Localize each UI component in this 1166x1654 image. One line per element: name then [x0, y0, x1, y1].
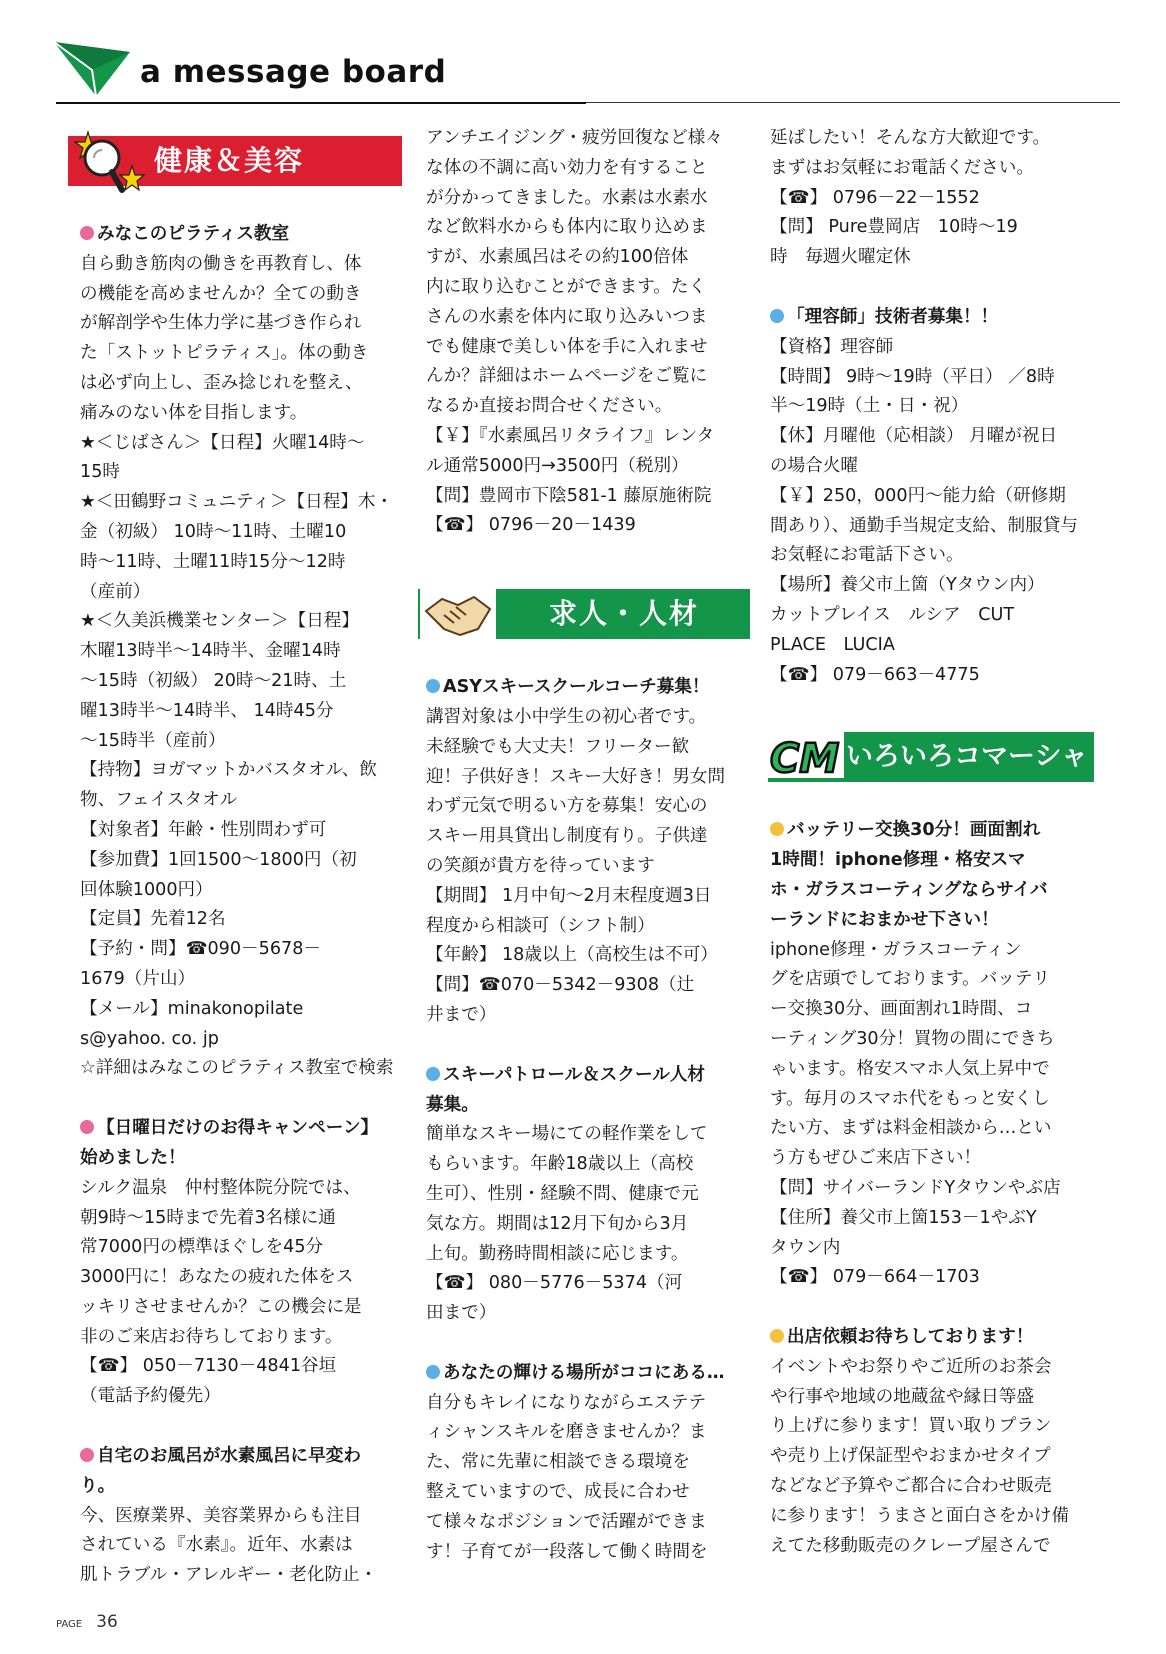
list-item [770, 1323, 1085, 1561]
text-line: 曜13時半～14時半、 14時45分 [80, 700, 334, 721]
text-line: 【場所】養父市上箇（Yタウン内） [770, 575, 1045, 596]
item-title: ASYスキースクールコーチ募集！ [426, 673, 741, 703]
text-line: 延ばしたい！そんな方大歓迎です。 [770, 128, 1051, 148]
list-item [770, 124, 1085, 273]
page-header [52, 40, 1112, 106]
bullet-dot [426, 1067, 440, 1081]
text-line: んか？詳細はホームページをご覧に [426, 366, 708, 387]
text-line: 1679（片山） [80, 968, 196, 989]
text-line: まずはお気軽にお電話ください。 [770, 157, 1034, 178]
bullet-dot [80, 226, 94, 240]
text-line: 【資格】理容師 [770, 336, 894, 357]
text-line: た、常に先輩に相談できる環境を [426, 1452, 690, 1473]
list-item [426, 673, 741, 1031]
text-line: シルク温泉 仲村整体院分院では、 [80, 1177, 361, 1198]
header-title: a message board [140, 54, 447, 90]
text-line: は必ず向上し、歪み捻じれを整え、 [80, 372, 363, 393]
text-line: 生可）、性別・経験不問、健康で元 [426, 1183, 699, 1204]
text-line: 肌トラブル・アレルギー・老化防止・ [80, 1565, 378, 1586]
text-line: 【☎】 050－7130－4841谷垣 [80, 1356, 337, 1377]
text-line: 回体験1000円） [80, 879, 213, 900]
svg-text:CM: CM [770, 736, 840, 783]
text-line: 金（初級） 10時～11時、土曜10 [80, 521, 347, 542]
text-line: の機能を高めませんか？全ての動き [80, 283, 362, 304]
text-line: が分かってきました。水素は水素水 [426, 187, 708, 208]
item-title: スキーパトロール＆スクール人材 [426, 1061, 741, 1091]
text-line: 時～11時、土曜11時15分～12時 [80, 551, 346, 572]
text-line: 【住所】養父市上箇153－1やぶY [770, 1207, 1037, 1228]
text-line: などなど予算やご都合に合わせ販売 [770, 1476, 1052, 1497]
text-line: ★＜じばさん＞【日程】火曜14時～ [80, 432, 365, 453]
paper-plane-icon [52, 40, 132, 98]
text-line: えてた移動販売のクレープ屋さんで [770, 1535, 1051, 1556]
item-title: 自宅のお風呂が水素風呂に早変わり。 [80, 1446, 361, 1496]
text-line: 【問】☎070－5342－9308（辻 [426, 975, 695, 996]
text-line: や売り上げ保証型やおまかせタイプ [770, 1446, 1051, 1467]
text-line: 朝9時～15時まで先着3名様に通 [80, 1207, 336, 1228]
text-line: す！子育てが一段落して働く時間を [426, 1541, 708, 1562]
handshake-icon [420, 585, 496, 647]
bullet-dot [80, 1448, 94, 1462]
list-item [426, 124, 741, 541]
text-line: 【参加費】1回1500～1800円（初 [80, 849, 357, 870]
list-item [770, 816, 1085, 1293]
text-line: て様々なポジションで活躍ができま [426, 1511, 707, 1532]
text-line: さんの水素を体内に取り込みいつま [426, 306, 708, 327]
text-line: アンチエイジング・疲労回復など様々 [426, 128, 723, 148]
text-line: s@yahoo. co. jp [80, 1028, 219, 1049]
magnifier-sparkle-icon [68, 128, 148, 200]
text-line: 非のご来店お待ちしております。 [80, 1326, 343, 1347]
text-line: 内に取り込むことができます。たく [426, 276, 707, 297]
text-line: 【休】月曜他（応相談） 月曜が祝日 [770, 426, 1058, 447]
text-line: 始めました！ [80, 1147, 186, 1168]
text-line: わず元気で明るい方を募集！安心の [426, 796, 708, 817]
text-line: す。毎月のスマホ代をもっと安くし [770, 1088, 1050, 1109]
text-line: や行事や地域の地蔵盆や縁日等盛 [770, 1386, 1034, 1407]
item-title: みなこのピラティス教室 [80, 220, 395, 250]
text-line: 簡単なスキー場にての軽作業をして [426, 1124, 708, 1145]
text-line: 【持物】ヨガマットかバスタオル、飲 [80, 760, 377, 781]
text-line: 迎！子供好き！スキー大好き！男女問 [426, 766, 726, 787]
text-line: 【問】豊岡市下陰581-1 藤原施術院 [426, 485, 712, 506]
text-line: 田まで） [426, 1303, 497, 1324]
text-line: ホ・ガラスコーティングならサイバ [770, 879, 1048, 900]
text-line: ィシャンスキルを磨きませんか？ま [426, 1422, 707, 1443]
list-item [426, 1359, 741, 1568]
list-item [426, 1061, 741, 1329]
item-title: バッテリー交換30分！画面割れ [770, 816, 1085, 846]
text-line: たい方、まずは料金相談から…とい [770, 1118, 1052, 1139]
text-line: 【☎】 0796－20－1439 [426, 515, 636, 536]
text-line: 【期間】 1月中旬～2月末程度週3日 [426, 885, 712, 906]
text-line: 自ら動き筋肉の働きを再教育し、体 [80, 253, 362, 274]
text-line: な体の不調に高い効力を有すること [426, 157, 708, 178]
text-line: ★＜久美浜機業センター＞【日程】 [80, 611, 359, 632]
text-line: 【☎】 080－5776－5374（河 [426, 1273, 683, 1294]
header-rule-thin [586, 102, 1120, 103]
text-line: 痛みのない体を目指します。 [80, 402, 308, 423]
cm-badge-icon [764, 722, 848, 784]
section-jobs [426, 585, 741, 639]
text-line: （産前） [80, 581, 151, 602]
bullet-dot [770, 822, 784, 836]
item-title: 【日曜日だけのお得キャンペーン】 [80, 1114, 395, 1144]
list-item [80, 1114, 395, 1412]
text-line: など飲料水からも体内に取り込めま [426, 217, 708, 238]
list-item [80, 1442, 395, 1591]
list-item [770, 303, 1085, 690]
text-line: イベントやお祭りやご近所のお茶会 [770, 1356, 1052, 1377]
bullet-dot [426, 1365, 440, 1379]
item-title: 出店依頼お待ちしております！ [770, 1323, 1085, 1353]
item-title: 「理容師」技術者募集！！ [770, 303, 1085, 333]
text-line: 【予約・問】☎090－5678－ [80, 939, 322, 960]
text-line: ～15時半（産前） [80, 730, 226, 751]
text-line: 1時間！iphone修理・格安スマ [770, 850, 1026, 871]
section-cm [770, 728, 1088, 823]
bullet-dot [770, 1329, 784, 1343]
item-title: あなたの輝ける場所がココにある… [426, 1359, 741, 1389]
text-line: PLACE LUCIA [770, 634, 895, 655]
section-jobs-title: 求人・人材 [418, 589, 750, 639]
text-line: 常7000円の標準ほぐしを45分 [80, 1237, 324, 1258]
text-line: 木曜13時半～14時半、金曜14時 [80, 641, 341, 662]
text-line: 【☎】 0796－22－1552 [770, 187, 980, 208]
text-line: 15時 [80, 462, 120, 483]
text-line: 【問】サイバーランドYタウンやぶ店 [770, 1177, 1061, 1198]
text-line: 今、医療業界、美容業界からも注目 [80, 1505, 362, 1526]
section-health [80, 132, 395, 186]
text-line: 【メール】minakonopilate [80, 998, 304, 1019]
text-line: の場合火曜 [770, 455, 858, 476]
text-line: 整えていますので、成長に合わせ [426, 1482, 690, 1503]
text-line: ーティング30分！買物の間にできち [770, 1028, 1055, 1049]
text-line: 物、フェイスタオル [80, 790, 238, 811]
text-line: ★＜田鶴野コミュニティ＞【日程】木・ [80, 492, 394, 513]
text-line: ～15時（初級） 20時～21時、土 [80, 670, 347, 691]
text-line: 半～19時（土・日・祝） [770, 396, 969, 417]
page-number: PAGE 36 [56, 1612, 118, 1632]
text-line: り上げに参ります！買い取りプラン [770, 1416, 1052, 1437]
text-line: 時 毎週火曜定休 [770, 247, 911, 268]
section-health-title: 健康＆美容 [68, 136, 402, 186]
text-line: タウン内 [770, 1237, 841, 1258]
text-line: 【対象者】年齢・性別問わず可 [80, 819, 327, 840]
text-line: 程度から相談可（シフト制） [426, 915, 655, 936]
text-line: 【定員】先着12名 [80, 909, 226, 930]
text-line: 井まで） [426, 1004, 497, 1025]
bullet-dot [426, 679, 440, 693]
bullet-dot [770, 309, 784, 323]
text-line: グを店頭でしております。バッテリ [770, 969, 1051, 990]
text-line: 【☎】 079－663－4775 [770, 664, 980, 685]
text-line: 【年齢】 18歳以上（高校生は不可） [426, 945, 718, 966]
text-line: ☆詳細はみなこのピラティス教室で検索 [80, 1058, 394, 1079]
list-item [80, 220, 395, 1084]
text-line: 間あり）、通勤手当規定支給、制服貸与 [770, 515, 1078, 536]
text-line: 募集。 [426, 1094, 479, 1115]
bullet-dot [80, 1120, 94, 1134]
text-line: もらいます。年齢18歳以上（高校 [426, 1154, 694, 1175]
text-line: ル通常5000円→3500円（税別） [426, 455, 689, 476]
text-line: 上旬。勤務時間相談に応じます。 [426, 1243, 689, 1264]
text-line: カットプレイス ルシア CUT [770, 604, 1015, 625]
text-line: スキー用具貸出し制度有り。子供達 [426, 826, 708, 847]
section-cm-title: いろいろコマーシャル [768, 732, 1094, 782]
text-line: た「ストットピラティス」。体の動き [80, 343, 369, 364]
text-line: う方もぜひご来店下さい！ [770, 1148, 982, 1169]
text-line: なるか直接お問合せください。 [426, 396, 673, 417]
text-line: 未経験でも大丈夫！フリーター歓 [426, 736, 690, 757]
text-line: すが、水素風呂はその約100倍体 [426, 247, 689, 268]
text-line: 【時間】 9時～19時（平日） ／8時 [770, 366, 1055, 387]
column-3 [770, 124, 1088, 1591]
text-line: ッキリさせませんか？この機会に是 [80, 1296, 362, 1317]
text-line: の笑顔が貴方を待っています [426, 855, 655, 876]
text-line: ゃいます。格安スマホ人気上昇中で [770, 1058, 1050, 1079]
column-1 [80, 124, 395, 1621]
text-line: 自分もキレイになりながらエステテ [426, 1392, 707, 1413]
text-line: ーランドにおまかせ下さい！ [770, 909, 999, 930]
text-line: が解剖学や生体力学に基づき作られ [80, 313, 362, 334]
text-line: 気な方。期間は12月下旬から3月 [426, 1213, 689, 1234]
header-rule [56, 102, 586, 104]
text-line: でも健康で美しい体を手に入れませ [426, 336, 708, 357]
text-line: 【問】 Pure豊岡店 10時～19 [770, 217, 1018, 238]
text-line: されている『水素』。近年、水素は [80, 1535, 353, 1556]
text-line: 3000円に！あなたの疲れた体をス [80, 1267, 354, 1288]
text-line: 【￥】『水素風呂リタライフ』レンタ [426, 425, 715, 446]
text-line: iphone修理・ガラスコーティン [770, 939, 1022, 960]
text-line: 講習対象は小中学生の初心者です。 [426, 706, 707, 727]
text-line: 【￥】250，000円～能力給（研修期 [770, 485, 1066, 506]
column-2 [426, 124, 741, 1597]
text-line: に参ります！うまさと面白さをかけ備 [770, 1505, 1070, 1526]
text-line: （電話予約優先） [80, 1386, 221, 1407]
text-line: お気軽にお電話下さい。 [770, 545, 964, 566]
text-line: 【☎】 079－664－1703 [770, 1267, 980, 1288]
text-line: ー交換30分、画面割れ1時間、コ [770, 999, 1033, 1020]
